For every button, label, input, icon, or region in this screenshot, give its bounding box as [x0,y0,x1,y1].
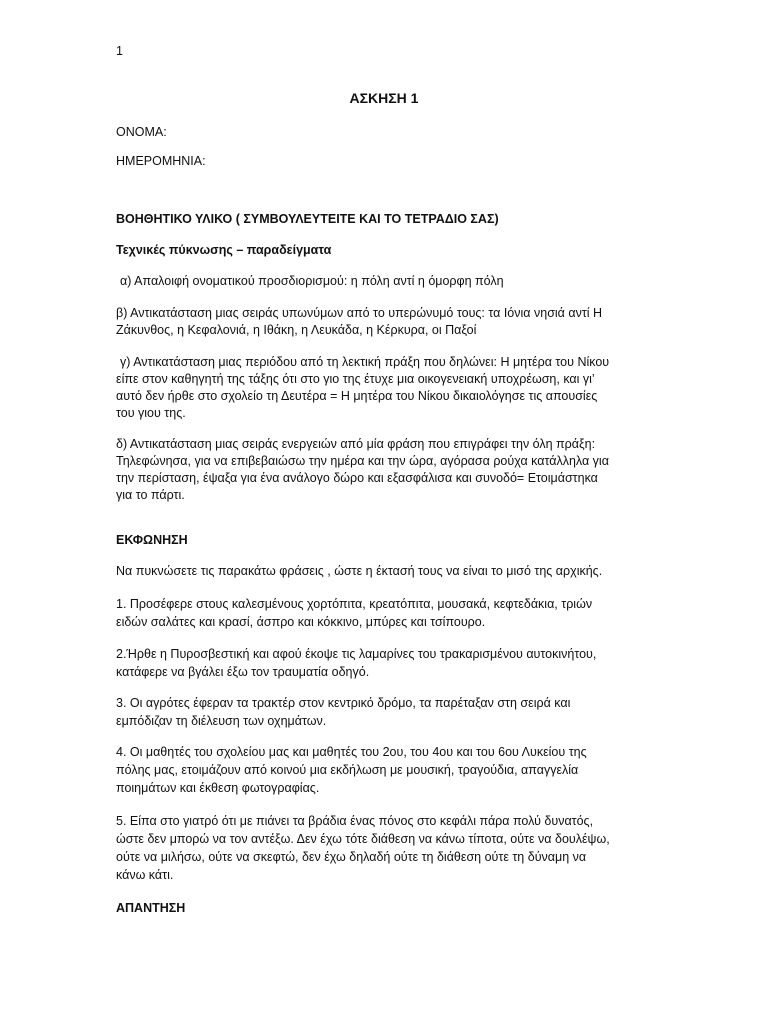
sentence-line: ούτε να μιλήσω, ούτε να σκεφτώ, δεν έχω δηλαδή ούτε τη διάθεση ούτε τη δύναμη να [116,850,587,864]
example-c [116,354,652,422]
exercise-instruction: Να πυκνώσετε τις παρακάτω φράσεις , ώστε η έκτασή τους να είναι το μισό της αρχικής. [116,564,603,578]
sentence-line: ποιημάτων και έκθεση φωτογραφίας. [116,781,320,795]
sentence-4 [116,743,652,797]
example-b-line: Ζάκυνθος, η Κεφαλονιά, η Ιθάκη, η Λευκάδα, η Κέρκυρα, οι Παξοί [116,323,477,337]
support-material-heading: ΒΟΗΘΗΤΙΚΟ ΥΛΙΚΟ ( ΣΥΜΒΟΥΛΕΥΤΕΙΤΕ ΚΑΙ ΤΟ ΤΕΤΡΑΔΙΟ ΣΑΣ) [116,212,499,226]
sentence-line: ειδών σαλάτες και κρασί, άσπρο και κόκκινο, μπύρες και τσίπουρο. [116,615,486,629]
sentence-line: ώστε δεν μπορώ να τον αντέξω. Δεν έχω τότε διάθεση να κάνω τίποτα, ούτε να δουλέψω, [116,832,610,846]
sentence-line: εμπόδιζαν τη διέλευση των οχημάτων. [116,714,327,728]
example-c-line: του γιου της. [116,406,186,420]
sentence-line: πόλης μας, ετοιμάζουν από κοινού μια εκδήλωση με μουσική, τραγούδια, απαγγελία [116,763,579,777]
sentence-line: κάνω κάτι. [116,868,174,882]
example-a [116,273,652,290]
example-d-line: Τηλεφώνησα, για να επιβεβαιώσω την ημέρα και την ώρα, αγόρασα ρούχα κατάλληλα για [116,454,609,468]
techniques-heading: Τεχνικές πύκνωσης – παραδείγματα [116,243,332,257]
date-label: ΗΜΕΡΟΜΗΝΙΑ: [116,154,206,168]
example-d [116,436,652,504]
page-number: 1 [116,44,123,58]
sentence-line: κατάφερε να βγάλει έξω τον τραυματία οδηγό. [116,665,370,679]
name-label: ΟΝΟΜΑ: [116,125,167,139]
answer-heading: ΑΠΑΝΤΗΣΗ [116,901,186,915]
sentence-line: 1. Προσέφερε στους καλεσμένους χορτόπιτα, κρεατόπιτα, μουσακά, κεφτεδάκια, τριών [116,597,593,611]
example-a-line: α) Απαλοιφή ονοματικού προσδιορισμού: η πόλη αντί η όμορφη πόλη [120,274,504,288]
sentence-1 [116,595,652,631]
example-d-line: δ) Αντικατάσταση μιας σειράς ενεργειών από μία φράση που επιγράφει την όλη πράξη: [116,437,596,451]
sentence-line: 4. Οι μαθητές του σχολείου μας και μαθητές του 2ου, του 4ου και του 6ου Λυκείου της [116,745,587,759]
example-b [116,305,652,339]
sentence-3 [116,694,652,730]
example-c-line: γ) Αντικατάσταση μιας περιόδου από τη λεκτική πράξη που δηλώνει: Η μητέρα του Νίκου [120,355,610,369]
sentence-line: 2.Ήρθε η Πυροσβεστική και αφού έκοψε τις λαμαρίνες του τρακαρισμένου αυτοκινήτου, [116,647,597,661]
exercise-heading: ΕΚΦΩΝΗΣΗ [116,533,188,547]
page-title: ΑΣΚΗΣΗ 1 [349,90,419,106]
sentence-5 [116,812,652,884]
example-d-line: την περίσταση, έψαξα για ένα ανάλογο δώρο και εξασφάλισα και συνοδό= Ετοιμάστηκα [116,471,598,485]
example-c-line: είπε στον καθηγητή της τάξης ότι στο γιο της έτυχε μια οικογενειακή υποχρέωση, και γι’ [116,372,595,386]
sentence-2 [116,645,652,681]
sentence-line: 3. Οι αγρότες έφεραν τα τρακτέρ στον κεντρικό δρόμο, τα παρέταξαν στη σειρά και [116,696,571,710]
example-d-line: για το πάρτι. [116,488,185,502]
example-c-line: αυτό δεν ήρθε στο σχολείο τη Δευτέρα = Η μητέρα του Νίκου δικαιολόγησε τις απουσίες [116,389,598,403]
example-b-line: β) Αντικατάσταση μιας σειράς υπωνύμων από το υπερώνυμό τους: τα Ιόνια νησιά αντί Η [116,306,603,320]
sentence-line: 5. Είπα στο γιατρό ότι με πιάνει τα βράδια ένας πόνος στο κεφάλι πάρα πολύ δυνατός, [116,814,594,828]
